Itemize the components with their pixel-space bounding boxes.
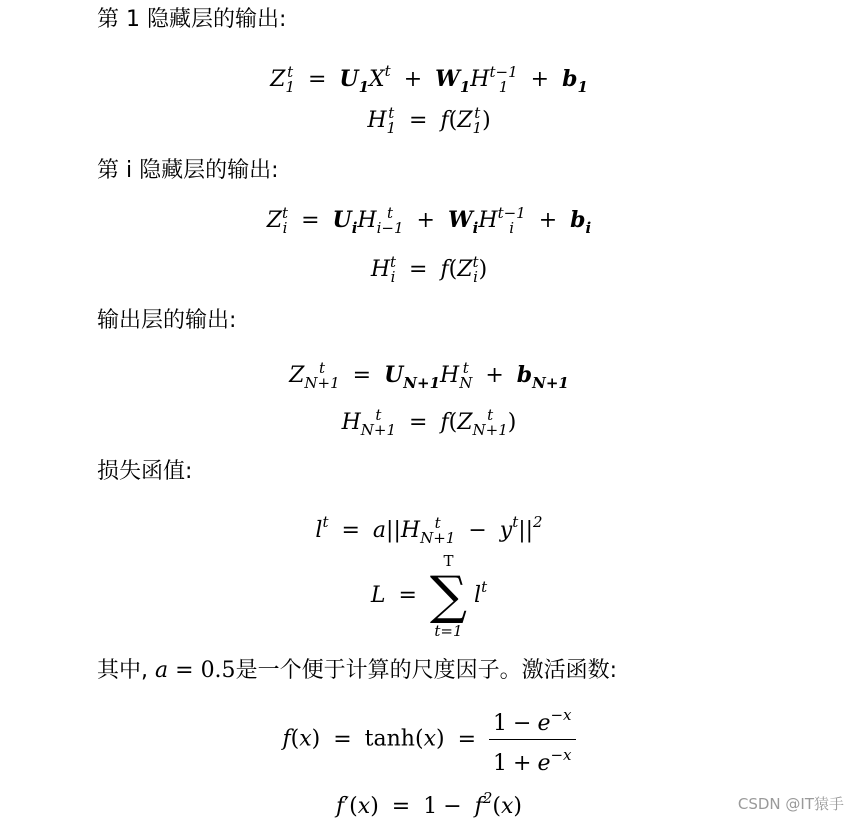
- equation-lt: $l^t = a||H$ t N+1 − $y^t||^2$: [315, 513, 543, 547]
- heading-output-layer: 输出层的输出:: [97, 308, 237, 333]
- watermark: CSDN @IT猿手: [737, 795, 844, 813]
- summation: T ∑ t=1: [429, 552, 468, 640]
- equation-derivative: $f'(x) = 1 - f^2(x)$: [336, 789, 522, 819]
- equation-z1: Z t 1 = $U_1X^t + W_1H$ t−1 1 + $b_1$: [270, 62, 588, 96]
- equation-hn1: H t N+1 = f(Z t N+1 ): [341, 406, 517, 439]
- equation-zi: Z t i = $U_iH$ t i−1 + $W_iH$ t−1 i + $b_i$: [266, 204, 592, 237]
- equation-L-sum: L = T ∑ t=1 $l^t$: [370, 552, 488, 640]
- heading-layer-1: 第 1 隐藏层的输出:: [97, 7, 287, 32]
- equation-hi: H t i = f(Z t i ): [370, 253, 488, 286]
- fraction-tanh: $\frac{1 - e^{-x}}{1 + e^{-x}}$: [489, 700, 576, 779]
- heading-loss: 损失函值:: [97, 459, 193, 484]
- equation-zn1: Z t N+1 = $U_{N+1}H$ t N + $b_{N+1}$: [289, 359, 569, 392]
- equation-h1: H t 1 = f(Z t 1 ): [367, 104, 491, 137]
- equation-tanh: f(x) = tanh(x) = $\frac{1 - e^{-x}}{1 + e^{-x}}$: [0, 700, 858, 779]
- text-where-scale-factor: 其中, a = 0.5是一个便于计算的尺度因子。激活函数:: [97, 658, 617, 683]
- heading-layer-i: 第 i 隐藏层的输出:: [97, 158, 279, 183]
